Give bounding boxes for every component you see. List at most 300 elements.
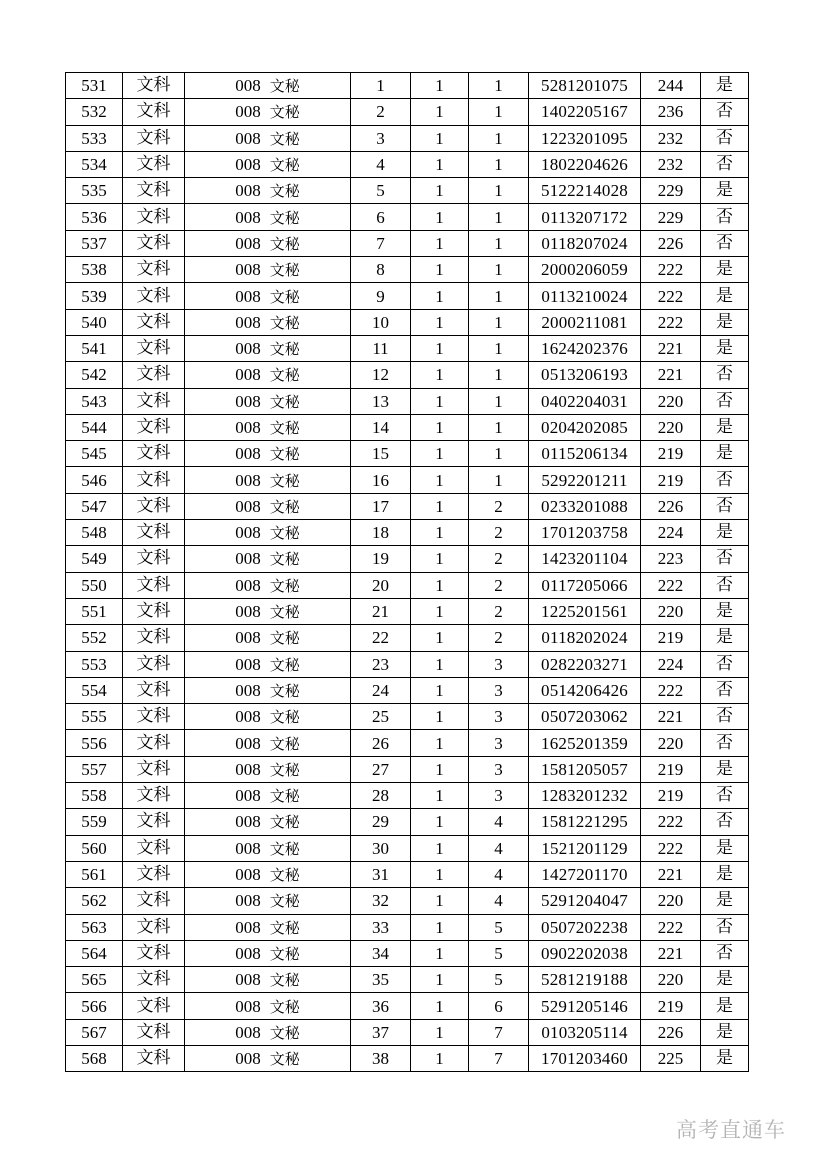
cell-value-a: 1 (411, 99, 469, 125)
cell-major (185, 677, 351, 703)
cell-value-a: 1 (411, 178, 469, 204)
major-name: 文秘 (269, 629, 300, 648)
cell-rank: 533 (66, 125, 123, 151)
major-name: 文秘 (269, 445, 300, 464)
table-row (66, 414, 749, 440)
cell-candidate-id: 0204202085 (529, 414, 641, 440)
cell-order: 7 (351, 230, 411, 256)
cell-flag: 是 (701, 967, 749, 993)
major-name: 文秘 (269, 997, 300, 1016)
cell-rank: 546 (66, 467, 123, 493)
cell-rank: 557 (66, 756, 123, 782)
major-name: 文秘 (269, 787, 300, 806)
cell-rank: 567 (66, 1019, 123, 1045)
cell-candidate-id: 1223201095 (529, 125, 641, 151)
cell-rank: 566 (66, 993, 123, 1019)
cell-value-a: 1 (411, 730, 469, 756)
major-code: 008 (235, 654, 261, 674)
cell-track: 文科 (123, 809, 185, 835)
table-row (66, 546, 749, 572)
cell-rank: 548 (66, 520, 123, 546)
major-code: 008 (235, 602, 261, 622)
major-code: 008 (235, 812, 261, 832)
cell-order: 19 (351, 546, 411, 572)
cell-value-b: 4 (469, 809, 529, 835)
cell-flag: 否 (701, 125, 749, 151)
cell-candidate-id: 1581221295 (529, 809, 641, 835)
cell-flag: 否 (701, 546, 749, 572)
cell-value-b: 5 (469, 967, 529, 993)
cell-flag: 否 (701, 783, 749, 809)
cell-track: 文科 (123, 467, 185, 493)
cell-value-a: 1 (411, 125, 469, 151)
cell-value-a: 1 (411, 388, 469, 414)
cell-major (185, 99, 351, 125)
table-row (66, 967, 749, 993)
cell-value-b: 5 (469, 940, 529, 966)
cell-candidate-id: 0282203271 (529, 651, 641, 677)
cell-rank: 565 (66, 967, 123, 993)
cell-candidate-id: 5292201211 (529, 467, 641, 493)
cell-score: 219 (641, 467, 701, 493)
major-name: 文秘 (269, 77, 300, 96)
cell-score: 220 (641, 388, 701, 414)
cell-major (185, 1019, 351, 1045)
cell-track: 文科 (123, 257, 185, 283)
major-code: 008 (235, 549, 261, 569)
cell-value-b: 1 (469, 414, 529, 440)
cell-major (185, 178, 351, 204)
major-name: 文秘 (269, 892, 300, 911)
cell-rank: 541 (66, 335, 123, 361)
major-name: 文秘 (269, 1023, 300, 1042)
cell-score: 221 (641, 940, 701, 966)
cell-flag: 否 (701, 730, 749, 756)
cell-score: 224 (641, 651, 701, 677)
cell-value-b: 3 (469, 651, 529, 677)
cell-score: 221 (641, 861, 701, 887)
cell-rank: 543 (66, 388, 123, 414)
cell-candidate-id: 0103205114 (529, 1019, 641, 1045)
major-name: 文秘 (269, 839, 300, 858)
cell-order: 6 (351, 204, 411, 230)
cell-score: 220 (641, 414, 701, 440)
cell-rank: 536 (66, 204, 123, 230)
cell-candidate-id: 1581205057 (529, 756, 641, 782)
cell-flag: 否 (701, 362, 749, 388)
cell-value-a: 1 (411, 572, 469, 598)
cell-score: 222 (641, 572, 701, 598)
cell-value-b: 1 (469, 230, 529, 256)
cell-flag: 是 (701, 520, 749, 546)
table-row (66, 125, 749, 151)
cell-value-a: 1 (411, 783, 469, 809)
cell-value-a: 1 (411, 467, 469, 493)
cell-rank: 544 (66, 414, 123, 440)
cell-candidate-id: 0118202024 (529, 625, 641, 651)
cell-value-a: 1 (411, 677, 469, 703)
cell-score: 225 (641, 1045, 701, 1071)
cell-value-b: 4 (469, 861, 529, 887)
cell-order: 36 (351, 993, 411, 1019)
cell-track: 文科 (123, 730, 185, 756)
cell-candidate-id: 0507202238 (529, 914, 641, 940)
cell-rank: 562 (66, 888, 123, 914)
cell-rank: 534 (66, 151, 123, 177)
cell-order: 27 (351, 756, 411, 782)
cell-value-b: 3 (469, 783, 529, 809)
cell-candidate-id: 0402204031 (529, 388, 641, 414)
cell-order: 38 (351, 1045, 411, 1071)
cell-candidate-id: 0115206134 (529, 441, 641, 467)
cell-major (185, 914, 351, 940)
major-code: 008 (235, 418, 261, 437)
cell-candidate-id: 1402205167 (529, 99, 641, 125)
cell-rank: 551 (66, 598, 123, 624)
cell-rank: 563 (66, 914, 123, 940)
watermark-text: 高考直通车 (676, 1118, 786, 1142)
table-row (66, 257, 749, 283)
cell-score: 222 (641, 257, 701, 283)
cell-order: 33 (351, 914, 411, 940)
cell-score: 223 (641, 546, 701, 572)
cell-order: 17 (351, 493, 411, 519)
cell-major (185, 441, 351, 467)
major-code: 008 (235, 444, 261, 464)
cell-score: 219 (641, 625, 701, 651)
cell-track: 文科 (123, 73, 185, 99)
cell-candidate-id: 2000206059 (529, 257, 641, 283)
cell-track: 文科 (123, 388, 185, 414)
major-name: 文秘 (269, 366, 300, 385)
cell-flag: 是 (701, 414, 749, 440)
cell-value-b: 7 (469, 1045, 529, 1071)
cell-major (185, 809, 351, 835)
major-code: 008 (235, 943, 261, 963)
cell-value-b: 1 (469, 99, 529, 125)
major-name: 文秘 (269, 576, 300, 595)
major-name: 文秘 (269, 603, 300, 622)
table-row (66, 493, 749, 519)
cell-flag: 是 (701, 598, 749, 624)
cell-flag: 是 (701, 335, 749, 361)
major-code: 008 (235, 128, 261, 148)
cell-rank: 553 (66, 651, 123, 677)
cell-major (185, 756, 351, 782)
major-name: 文秘 (269, 734, 300, 753)
cell-score: 221 (641, 704, 701, 730)
major-name: 文秘 (269, 971, 300, 990)
cell-order: 2 (351, 99, 411, 125)
cell-flag: 否 (701, 677, 749, 703)
cell-order: 15 (351, 441, 411, 467)
cell-major (185, 651, 351, 677)
cell-candidate-id: 1701203758 (529, 520, 641, 546)
cell-candidate-id: 1427201170 (529, 861, 641, 887)
cell-track: 文科 (123, 546, 185, 572)
cell-value-b: 3 (469, 756, 529, 782)
cell-value-a: 1 (411, 914, 469, 940)
cell-flag: 是 (701, 625, 749, 651)
cell-value-a: 1 (411, 993, 469, 1019)
cell-flag: 是 (701, 309, 749, 335)
cell-order: 28 (351, 783, 411, 809)
cell-candidate-id: 1625201359 (529, 730, 641, 756)
major-code: 008 (235, 733, 261, 753)
cell-major (185, 283, 351, 309)
cell-major (185, 783, 351, 809)
cell-value-a: 1 (411, 362, 469, 388)
table-row (66, 704, 749, 730)
cell-rank: 560 (66, 835, 123, 861)
cell-value-a: 1 (411, 625, 469, 651)
major-code: 008 (235, 496, 261, 516)
cell-flag: 否 (701, 940, 749, 966)
cell-value-a: 1 (411, 230, 469, 256)
cell-order: 25 (351, 704, 411, 730)
cell-value-a: 1 (411, 888, 469, 914)
cell-score: 222 (641, 309, 701, 335)
cell-major (185, 204, 351, 230)
major-name: 文秘 (269, 866, 300, 885)
major-name: 文秘 (269, 234, 300, 253)
table-row (66, 362, 749, 388)
table-row (66, 467, 749, 493)
cell-order: 16 (351, 467, 411, 493)
cell-track: 文科 (123, 835, 185, 861)
cell-flag: 是 (701, 861, 749, 887)
cell-value-a: 1 (411, 598, 469, 624)
major-name: 文秘 (269, 208, 300, 227)
cell-score: 220 (641, 967, 701, 993)
major-code: 008 (235, 917, 261, 937)
cell-track: 文科 (123, 178, 185, 204)
major-code: 008 (235, 76, 261, 96)
cell-order: 18 (351, 520, 411, 546)
cell-track: 文科 (123, 414, 185, 440)
cell-major (185, 835, 351, 861)
cell-score: 222 (641, 914, 701, 940)
major-code: 008 (235, 312, 261, 332)
cell-track: 文科 (123, 651, 185, 677)
table-row (66, 914, 749, 940)
cell-track: 文科 (123, 362, 185, 388)
cell-major (185, 493, 351, 519)
cell-track: 文科 (123, 967, 185, 993)
table-row (66, 730, 749, 756)
cell-value-b: 1 (469, 309, 529, 335)
cell-order: 31 (351, 861, 411, 887)
major-code: 008 (235, 865, 261, 885)
major-name: 文秘 (269, 524, 300, 543)
cell-rank: 542 (66, 362, 123, 388)
cell-order: 5 (351, 178, 411, 204)
cell-value-a: 1 (411, 861, 469, 887)
major-code: 008 (235, 707, 261, 727)
table-row (66, 809, 749, 835)
cell-rank: 556 (66, 730, 123, 756)
table-row (66, 73, 749, 99)
cell-order: 21 (351, 598, 411, 624)
cell-track: 文科 (123, 783, 185, 809)
cell-order: 8 (351, 257, 411, 283)
cell-value-b: 3 (469, 677, 529, 703)
cell-major (185, 257, 351, 283)
cell-candidate-id: 1802204626 (529, 151, 641, 177)
cell-major (185, 125, 351, 151)
cell-rank: 531 (66, 73, 123, 99)
cell-score: 229 (641, 204, 701, 230)
cell-order: 12 (351, 362, 411, 388)
cell-flag: 否 (701, 914, 749, 940)
cell-value-a: 1 (411, 520, 469, 546)
major-name: 文秘 (269, 1050, 300, 1069)
cell-flag: 是 (701, 835, 749, 861)
cell-value-a: 1 (411, 704, 469, 730)
cell-major (185, 1045, 351, 1071)
cell-order: 37 (351, 1019, 411, 1045)
cell-major (185, 467, 351, 493)
cell-value-a: 1 (411, 283, 469, 309)
cell-flag: 是 (701, 888, 749, 914)
cell-value-b: 1 (469, 125, 529, 151)
table-row (66, 520, 749, 546)
cell-score: 244 (641, 73, 701, 99)
major-code: 008 (235, 759, 261, 779)
cell-candidate-id: 0113210024 (529, 283, 641, 309)
cell-value-b: 2 (469, 572, 529, 598)
cell-flag: 否 (701, 651, 749, 677)
cell-value-a: 1 (411, 835, 469, 861)
cell-track: 文科 (123, 625, 185, 651)
major-name: 文秘 (269, 708, 300, 727)
cell-score: 221 (641, 335, 701, 361)
cell-score: 222 (641, 677, 701, 703)
cell-candidate-id: 5122214028 (529, 178, 641, 204)
cell-value-b: 1 (469, 335, 529, 361)
cell-score: 226 (641, 230, 701, 256)
cell-flag: 否 (701, 704, 749, 730)
cell-track: 文科 (123, 151, 185, 177)
cell-order: 3 (351, 125, 411, 151)
table-row (66, 1019, 749, 1045)
table-row (66, 888, 749, 914)
cell-order: 14 (351, 414, 411, 440)
cell-value-a: 1 (411, 967, 469, 993)
cell-score: 222 (641, 809, 701, 835)
cell-order: 29 (351, 809, 411, 835)
cell-track: 文科 (123, 125, 185, 151)
admission-score-table (65, 72, 749, 1072)
cell-value-b: 1 (469, 441, 529, 467)
cell-score: 229 (641, 178, 701, 204)
cell-flag: 是 (701, 1045, 749, 1071)
cell-value-a: 1 (411, 940, 469, 966)
cell-flag: 否 (701, 572, 749, 598)
cell-rank: 568 (66, 1045, 123, 1071)
cell-flag: 否 (701, 809, 749, 835)
major-code: 008 (235, 365, 261, 385)
cell-flag: 是 (701, 993, 749, 1019)
cell-major (185, 362, 351, 388)
cell-candidate-id: 5291205146 (529, 993, 641, 1019)
cell-rank: 552 (66, 625, 123, 651)
table-row (66, 651, 749, 677)
major-name: 文秘 (269, 129, 300, 148)
cell-track: 文科 (123, 677, 185, 703)
cell-track: 文科 (123, 204, 185, 230)
cell-rank: 555 (66, 704, 123, 730)
cell-flag: 否 (701, 99, 749, 125)
cell-value-b: 1 (469, 178, 529, 204)
cell-value-b: 1 (469, 73, 529, 99)
major-code: 008 (235, 786, 261, 806)
major-code: 008 (235, 523, 261, 543)
major-name: 文秘 (269, 550, 300, 569)
cell-rank: 549 (66, 546, 123, 572)
cell-rank: 564 (66, 940, 123, 966)
table-row (66, 677, 749, 703)
major-name: 文秘 (269, 813, 300, 832)
major-code: 008 (235, 181, 261, 201)
table-row (66, 1045, 749, 1071)
cell-rank: 554 (66, 677, 123, 703)
cell-value-a: 1 (411, 651, 469, 677)
cell-value-a: 1 (411, 493, 469, 519)
cell-major (185, 888, 351, 914)
cell-major (185, 993, 351, 1019)
major-name: 文秘 (269, 655, 300, 674)
cell-rank: 550 (66, 572, 123, 598)
cell-candidate-id: 5281219188 (529, 967, 641, 993)
major-code: 008 (235, 1049, 261, 1069)
table-row (66, 204, 749, 230)
cell-score: 222 (641, 283, 701, 309)
major-code: 008 (235, 628, 261, 648)
cell-candidate-id: 1701203460 (529, 1045, 641, 1071)
cell-value-b: 6 (469, 993, 529, 1019)
cell-value-a: 1 (411, 151, 469, 177)
cell-rank: 532 (66, 99, 123, 125)
cell-candidate-id: 0902202038 (529, 940, 641, 966)
table-row (66, 835, 749, 861)
table-row (66, 861, 749, 887)
major-code: 008 (235, 286, 261, 306)
cell-track: 文科 (123, 230, 185, 256)
cell-score: 219 (641, 993, 701, 1019)
cell-order: 13 (351, 388, 411, 414)
table-row (66, 283, 749, 309)
cell-flag: 是 (701, 756, 749, 782)
cell-flag: 否 (701, 151, 749, 177)
cell-score: 219 (641, 756, 701, 782)
cell-major (185, 414, 351, 440)
cell-value-a: 1 (411, 204, 469, 230)
cell-major (185, 230, 351, 256)
cell-value-b: 1 (469, 388, 529, 414)
cell-major (185, 335, 351, 361)
cell-candidate-id: 0514206426 (529, 677, 641, 703)
cell-value-a: 1 (411, 257, 469, 283)
cell-major (185, 861, 351, 887)
major-code: 008 (235, 233, 261, 253)
cell-flag: 是 (701, 73, 749, 99)
cell-value-a: 1 (411, 414, 469, 440)
cell-track: 文科 (123, 99, 185, 125)
major-code: 008 (235, 575, 261, 595)
cell-score: 232 (641, 151, 701, 177)
cell-candidate-id: 0233201088 (529, 493, 641, 519)
